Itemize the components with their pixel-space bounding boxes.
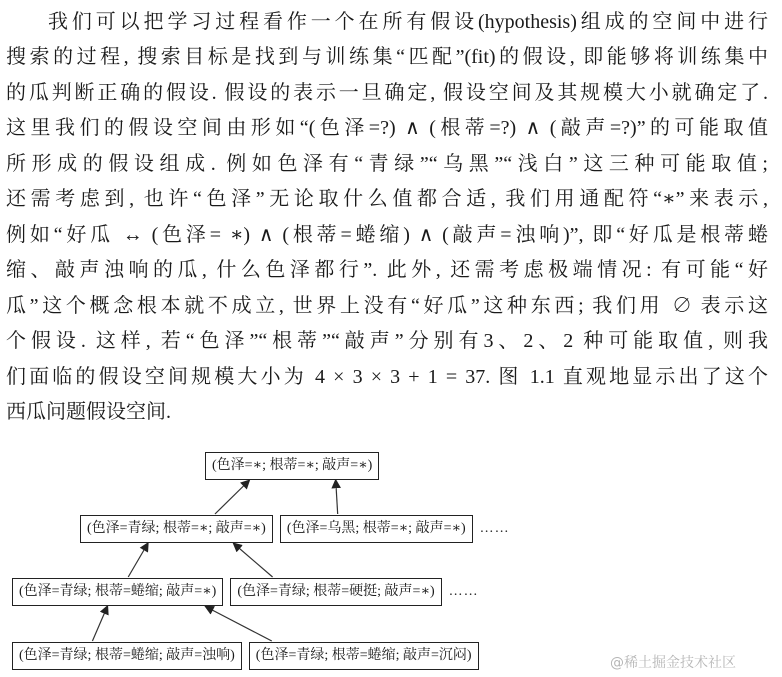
text-line: 搜索的过程, 搜索目标是找到与训练集“匹配”(fit)的假设, 即能够将训练集中 [6, 46, 768, 68]
text-line: 的瓜判断正确的假设. 假设的表示一旦确定, 假设空间及其规模大小就确定了. [6, 82, 768, 104]
arrow [336, 481, 338, 514]
hypothesis-node: (色泽=青绿; 根蒂=蜷缩; 敲声=沉闷) [249, 642, 479, 670]
hypothesis-node: (色泽=∗; 根蒂=∗; 敲声=∗) [205, 452, 379, 480]
watermark: @稀土掘金技术社区 [610, 655, 736, 671]
text-line: 这里我们的假设空间由形如“(色泽=?) ∧ (根蒂=?) ∧ (敲声=?)”的可能取值 [6, 117, 768, 139]
diagram-row [12, 642, 479, 670]
text-line: 瓜”这个概念根本就不成立, 世界上没有“好瓜”这种东西; 我们用 ∅ 表示这 [6, 295, 768, 317]
arrow [128, 544, 147, 577]
arrow [206, 607, 271, 641]
hypothesis-node: (色泽=青绿; 根蒂=蜷缩; 敲声=浊响) [12, 642, 242, 670]
diagram-row [12, 578, 479, 606]
hypothesis-node: (色泽=青绿; 根蒂=硬挺; 敲声=∗) [230, 578, 441, 606]
arrow [92, 607, 107, 641]
text-line: 个假设. 这样, 若“色泽”“根蒂”“敲声”分别有3、2、2 种可能取值, 则我 [6, 330, 768, 352]
text-line: 缩、敲声浊响的瓜, 什么色泽都行”. 此外, 还需考虑极端情况: 有可能“好 [6, 259, 768, 281]
ellipsis: …… [448, 584, 479, 599]
text-line: 我们可以把学习过程看作一个在所有假设(hypothesis)组成的空间中进行 [48, 11, 768, 33]
arrow [215, 481, 249, 514]
text-line: 还需考虑到, 也许“色泽”无论取什么值都合适, 我们用通配符“∗”来表示, [6, 188, 768, 210]
hypothesis-node: (色泽=青绿; 根蒂=蜷缩; 敲声=∗) [12, 578, 223, 606]
diagram-row [80, 515, 510, 543]
arrow [234, 544, 272, 577]
hypothesis-node: (色泽=乌黑; 根蒂=∗; 敲声=∗) [280, 515, 473, 543]
text-line: 们面临的假设空间规模大小为 4 × 3 × 3 + 1 = 37. 图 1.1 直观地显示出了这个 [6, 366, 768, 388]
text-line: 西瓜问题假设空间. [6, 401, 171, 423]
hypothesis-node: (色泽=青绿; 根蒂=∗; 敲声=∗) [80, 515, 273, 543]
text-line: 例如“好瓜 ↔ (色泽= ∗) ∧ (根蒂=蜷缩) ∧ (敲声=浊响)”, 即“好瓜是根蒂蜷 [6, 224, 768, 246]
ellipsis: …… [479, 521, 510, 536]
diagram-row [205, 452, 379, 480]
text-line: 所形成的假设组成. 例如色泽有“青绿”“乌黑”“浅白”这三种可能取值; [6, 153, 768, 175]
